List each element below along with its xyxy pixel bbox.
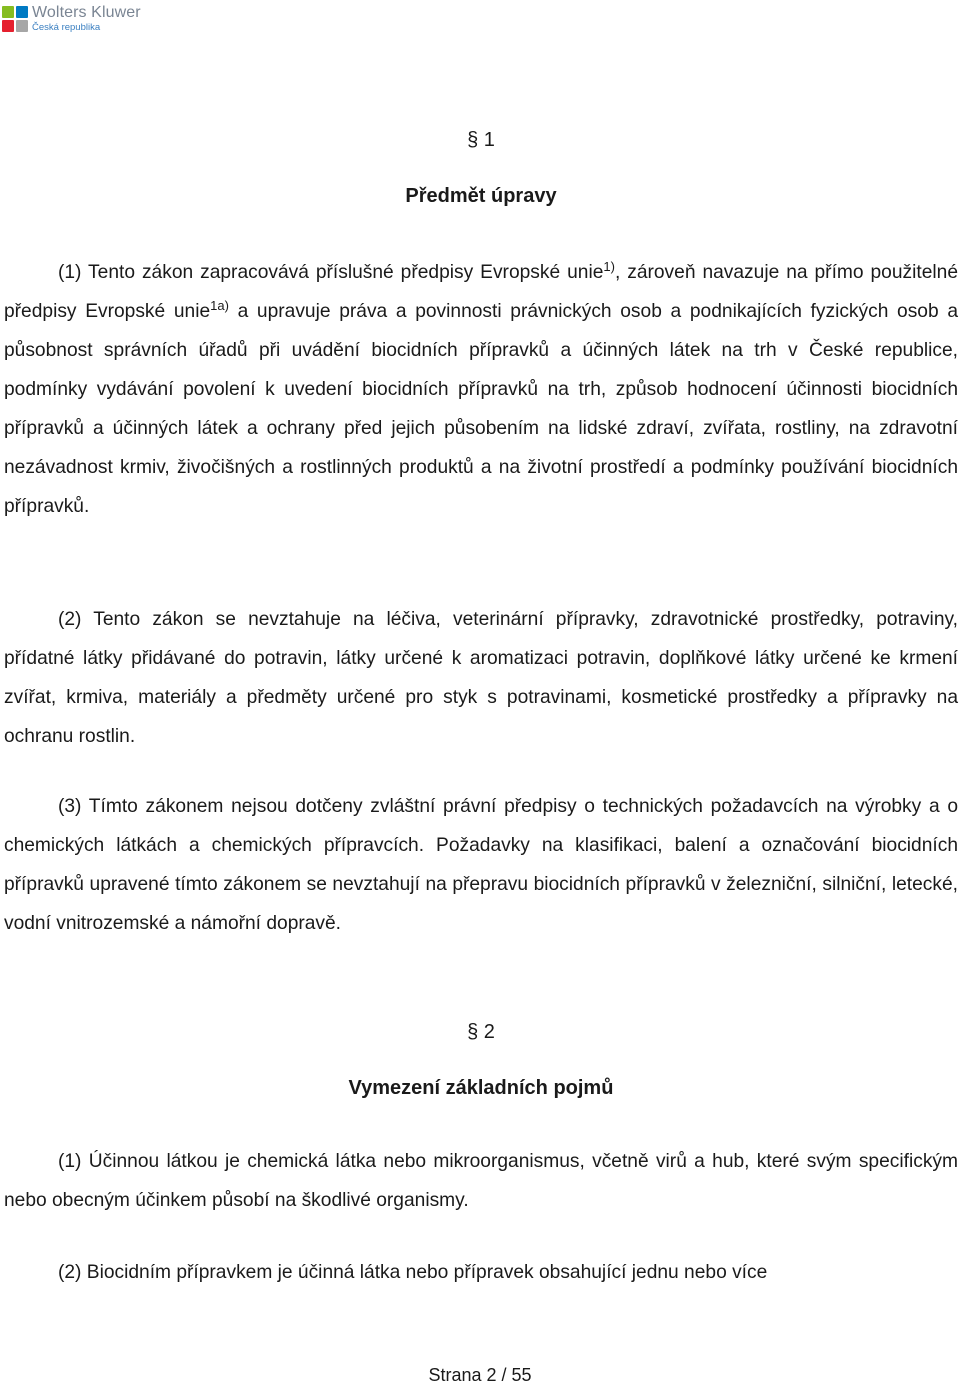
footnote-ref-1a: 1a)	[210, 298, 229, 313]
wolters-kluwer-logo-icon	[2, 6, 28, 32]
section-1-title: Předmět úpravy	[405, 185, 557, 207]
publisher-logo	[2, 3, 141, 35]
section-1-paragraph-3: (3) Tímto zákonem nejsou dotčeny zvláštní právní předpisy o technických požadavcích na výrobky a o chemických látkách a chemických přípravcích. Požadavky na klasifikaci, balení a označování biocidních přípravků upravené tímto zákonem se nevztahují na přepravu biocidních přípravků v železniční, silniční, letecké, vodní vnitrozemské a námořní dopravě.	[4, 796, 958, 934]
paragraph-text: (1) Tento zákon zapracovává příslušné předpisy Evropské unie	[58, 262, 604, 283]
section-1-paragraph-1	[4, 253, 958, 526]
section-2-paragraph-2: (2) Biocidním přípravkem je účinná látka nebo přípravek obsahující jednu nebo více	[58, 1262, 768, 1283]
section-2-mark: § 2	[467, 1021, 495, 1043]
page-number: Strana 2 / 55	[428, 1365, 532, 1385]
section-2-paragraph-1: (1) Účinnou látkou je chemická látka nebo mikroorganismus, včetně virů a hub, které svým specifickým nebo obecným účinkem působí na škodlivé organismy.	[4, 1151, 958, 1211]
brand-name: Wolters Kluwer	[32, 4, 141, 22]
brand-subtitle: Česká republika	[32, 22, 101, 34]
paragraph-text: , zároveň navazuje na přímo použitelné předpisy Evropské unie	[4, 262, 958, 322]
section-1-paragraph-2: (2) Tento zákon se nevztahuje na léčiva, veterinární přípravky, zdravotnické prostředky, potraviny, přídatné látky přidávané do potravin, látky určené k aromatizaci potravin, doplňkové látky určené ke krmení zvířat, krmiva, materiály a předměty určené pro styk s potravinami, kosmetické prostředky a přípravky na ochranu rostlin.	[4, 609, 958, 747]
section-1-mark: § 1	[467, 129, 495, 151]
section-2-title: Vymezení základních pojmů	[348, 1077, 614, 1099]
footnote-ref-1: 1)	[603, 259, 615, 274]
paragraph-text: a upravuje práva a povinnosti právnických osob a podnikajících fyzických osob a působnost správních úřadů při uvádění biocidních přípravků a účinných látek na trh v České republice, podmínky vydávání povolení k uvedení biocidních přípravků na trh, způsob hodnocení účinnosti biocidních přípravků a účinných látek a ochrany před jejich působením na lidské zdraví, zvířata, rostliny, na zdravotní nezávadnost krmiv, živočišných a rostlinných produktů a na životní prostředí a podmínky používání biocidních přípravků.	[4, 301, 958, 517]
